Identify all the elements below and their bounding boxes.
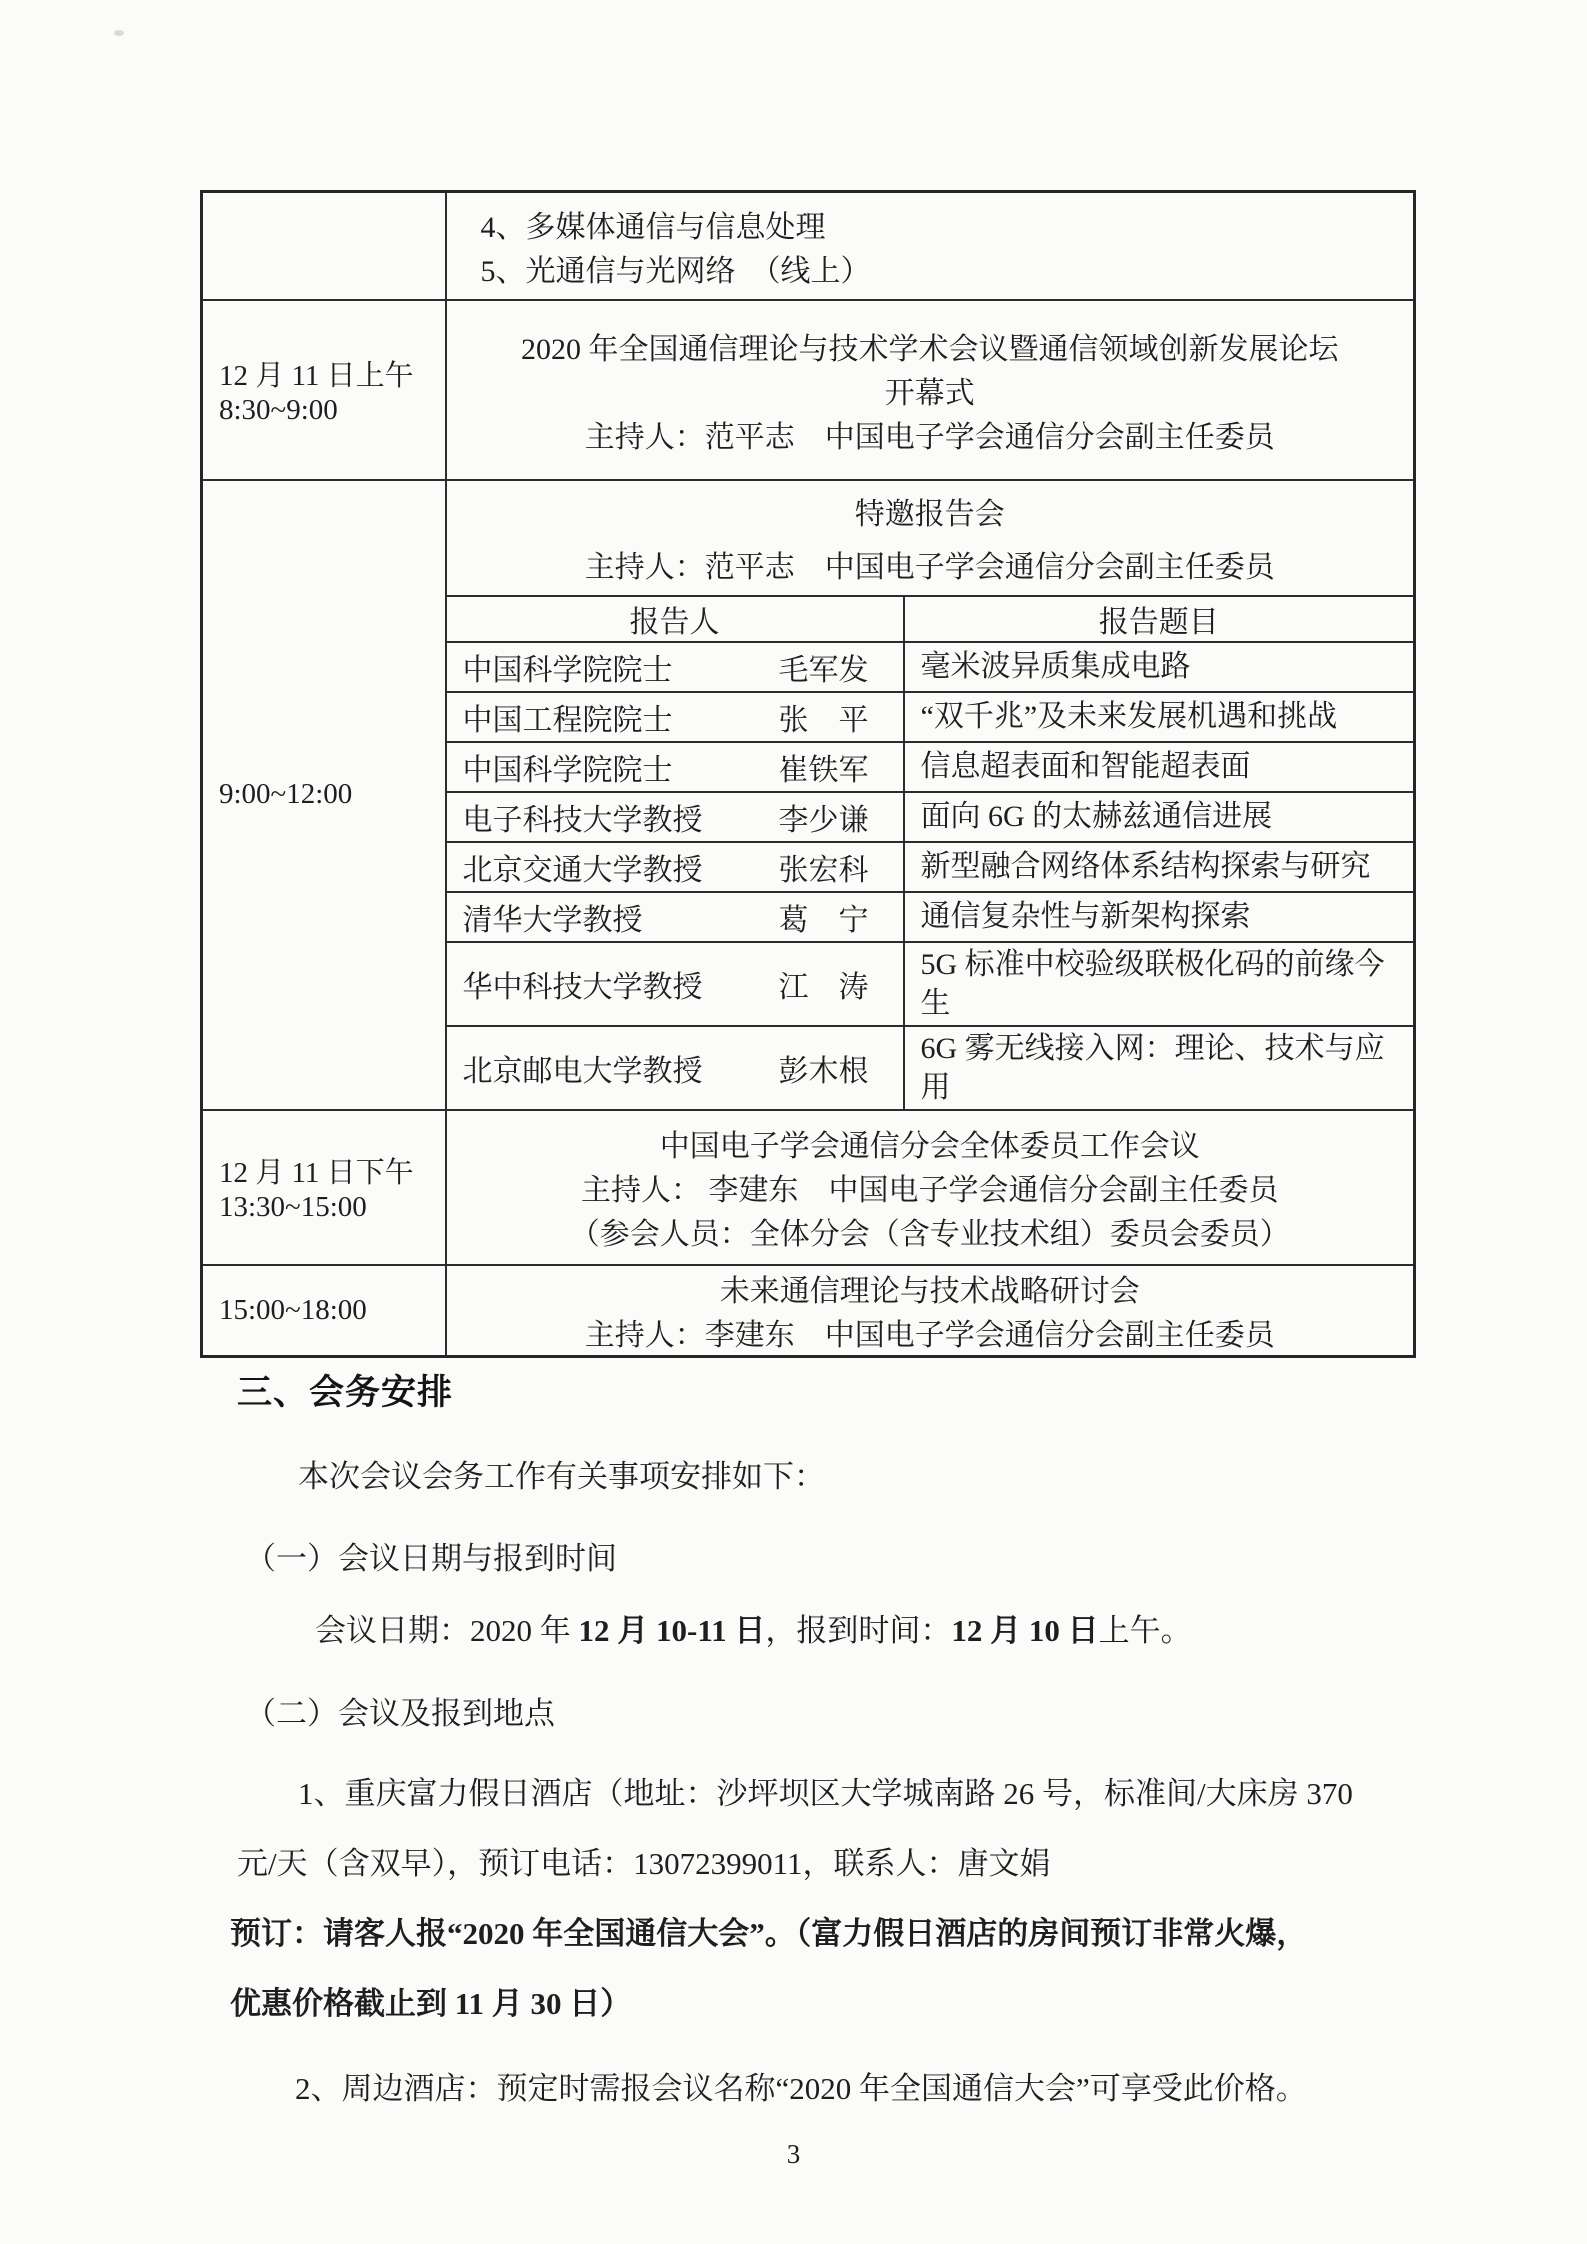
report-title-cell: 信息超表面和智能超表面 xyxy=(904,742,1414,792)
time-line: 15:00~18:00 xyxy=(219,1293,367,1326)
conference-schedule-table xyxy=(200,190,1416,1358)
report-affiliation: 中国工程院院士 xyxy=(462,703,673,737)
report-speaker-cell xyxy=(447,792,904,842)
report-name: 李少谦 xyxy=(778,803,869,837)
report-speaker-cell xyxy=(447,842,904,892)
date-text: 上午。 xyxy=(1098,1613,1192,1648)
schedule-row-opening xyxy=(202,300,1415,480)
topics-cell xyxy=(446,192,1415,300)
time-line: 8:30~9:00 xyxy=(219,393,338,426)
time-line: 12 月 11 日下午 xyxy=(219,1157,414,1189)
time-line: 9:00~12:00 xyxy=(219,778,353,810)
report-name: 彭木根 xyxy=(778,1054,869,1088)
report-speaker-cell xyxy=(447,642,904,692)
report-title-cell: “双千兆”及未来发展机遇和挑战 xyxy=(904,692,1414,742)
session-host-line: 主持人：李建东 中国电子学会通信分会副主任委员 xyxy=(584,1319,1275,1353)
scan-artifact-dot xyxy=(114,30,124,36)
subsection-1-heading: （一）会议日期与报到时间 xyxy=(245,1541,617,1576)
booking-note-line-1: 预订：请客人报“2020 年全国通信大会”。（富力假日酒店的房间预订非常火爆， xyxy=(230,1916,1308,1951)
report-row xyxy=(447,892,1414,942)
report-name: 毛军发 xyxy=(778,653,869,687)
date-text: 会议日期：2020 年 xyxy=(315,1613,579,1648)
section-intro: 本次会议会务工作有关事项安排如下： xyxy=(298,1459,825,1494)
date-text: ，报到时间： xyxy=(765,1613,952,1648)
report-name: 张 平 xyxy=(778,703,869,737)
topic-line: 4、多媒体通信与信息处理 xyxy=(480,210,826,244)
reports-cell xyxy=(446,480,1415,1110)
time-cell xyxy=(202,1110,446,1265)
reports-host-line: 主持人：范平志 中国电子学会通信分会副主任委员 xyxy=(584,550,1275,584)
session-title: 中国电子学会通信分会全体委员工作会议 xyxy=(659,1130,1200,1163)
reports-table xyxy=(447,595,1414,1109)
time-cell xyxy=(202,300,446,480)
report-title-cell: 新型融合网络体系结构探索与研究 xyxy=(904,842,1414,892)
report-row xyxy=(447,842,1414,892)
report-affiliation: 北京交通大学教授 xyxy=(462,853,703,887)
time-line: 13:30~15:00 xyxy=(219,1191,367,1223)
section-heading: 三、会务安排 xyxy=(237,1373,454,1412)
report-row xyxy=(447,692,1414,742)
report-speaker-cell xyxy=(447,942,904,1026)
schedule-row-seminar xyxy=(202,1265,1415,1357)
schedule-row-committee xyxy=(202,1110,1415,1265)
time-cell-empty xyxy=(202,192,446,300)
report-name: 崔铁军 xyxy=(778,753,869,787)
session-host-line: 主持人：范平志 中国电子学会通信分会副主任委员 xyxy=(584,420,1275,454)
report-affiliation: 北京邮电大学教授 xyxy=(462,1054,703,1088)
report-affiliation: 中国科学院院士 xyxy=(462,753,673,787)
report-title-cell: 通信复杂性与新架构探索 xyxy=(904,892,1414,942)
report-speaker-cell xyxy=(447,892,904,942)
subsection-2-heading: （二）会议及报到地点 xyxy=(245,1696,555,1731)
report-affiliation: 清华大学教授 xyxy=(462,903,643,937)
session-host-line: 主持人： 李建东 中国电子学会通信分会副主任委员 xyxy=(581,1174,1279,1207)
session-subtitle: 开幕式 xyxy=(884,376,975,410)
session-title: 未来通信理论与技术战略研讨会 xyxy=(719,1275,1140,1309)
report-row xyxy=(447,1026,1414,1109)
schedule-row-topics xyxy=(202,192,1415,300)
session-cell xyxy=(446,1265,1415,1357)
report-title-cell: 6G 雾无线接入网：理论、技术与应用 xyxy=(904,1026,1414,1109)
report-speaker-cell xyxy=(447,742,904,792)
booking-note-line-2: 优惠价格截止到 11 月 30 日） xyxy=(230,1986,632,2021)
session-attendees-line: （参会人员：全体分会（含专业技术组）委员会委员） xyxy=(569,1218,1290,1251)
session-title: 2020 年全国通信理论与技术学术会议暨通信领域创新发展论坛 xyxy=(521,332,1339,366)
session-cell xyxy=(446,300,1415,480)
report-title-cell: 面向 6G 的太赫兹通信进展 xyxy=(904,792,1414,842)
reports-header-title: 报告题目 xyxy=(904,596,1414,642)
schedule-row-reports xyxy=(202,480,1415,1110)
reports-header-row xyxy=(447,596,1414,642)
report-affiliation: 华中科技大学教授 xyxy=(462,970,703,1004)
report-row xyxy=(447,642,1414,692)
topic-line: 5、光通信与光网络 （线上） xyxy=(480,254,871,288)
meeting-date-line xyxy=(315,1612,1192,1649)
report-affiliation: 中国科学院院士 xyxy=(462,653,673,687)
report-speaker-cell xyxy=(447,692,904,742)
session-cell xyxy=(446,1110,1415,1265)
hotel-1-line-1: 1、重庆富力假日酒店（地址：沙坪坝区大学城南路 26 号，标准间/大床房 370 xyxy=(298,1776,1353,1811)
report-affiliation: 电子科技大学教授 xyxy=(462,803,703,837)
report-name: 葛 宁 xyxy=(778,903,869,937)
report-row xyxy=(447,792,1414,842)
time-cell xyxy=(202,1265,446,1357)
report-row xyxy=(447,942,1414,1026)
report-title-cell: 5G 标准中校验级联极化码的前缘今生 xyxy=(904,942,1414,1026)
report-speaker-cell xyxy=(447,1026,904,1109)
report-row xyxy=(447,742,1414,792)
reports-session-title: 特邀报告会 xyxy=(854,498,1005,532)
page-number: 3 xyxy=(786,2139,801,2169)
hotel-1-line-2: 元/天（含双早），预订电话：13072399011，联系人：唐文娟 xyxy=(237,1846,1051,1881)
reports-header-speaker: 报告人 xyxy=(447,596,904,642)
hotel-2-line: 2、周边酒店：预定时需报会议名称“2020 年全国通信大会”可享受此价格。 xyxy=(295,2071,1307,2106)
report-name: 江 涛 xyxy=(778,970,869,1004)
time-cell xyxy=(202,480,446,1110)
time-line: 12 月 11 日上午 xyxy=(219,359,414,392)
report-name: 张宏科 xyxy=(778,853,869,887)
date-bold: 12 月 10-11 日 xyxy=(578,1613,766,1648)
report-title-cell: 毫米波异质集成电路 xyxy=(904,642,1414,692)
date-bold: 12 月 10 日 xyxy=(951,1613,1099,1648)
